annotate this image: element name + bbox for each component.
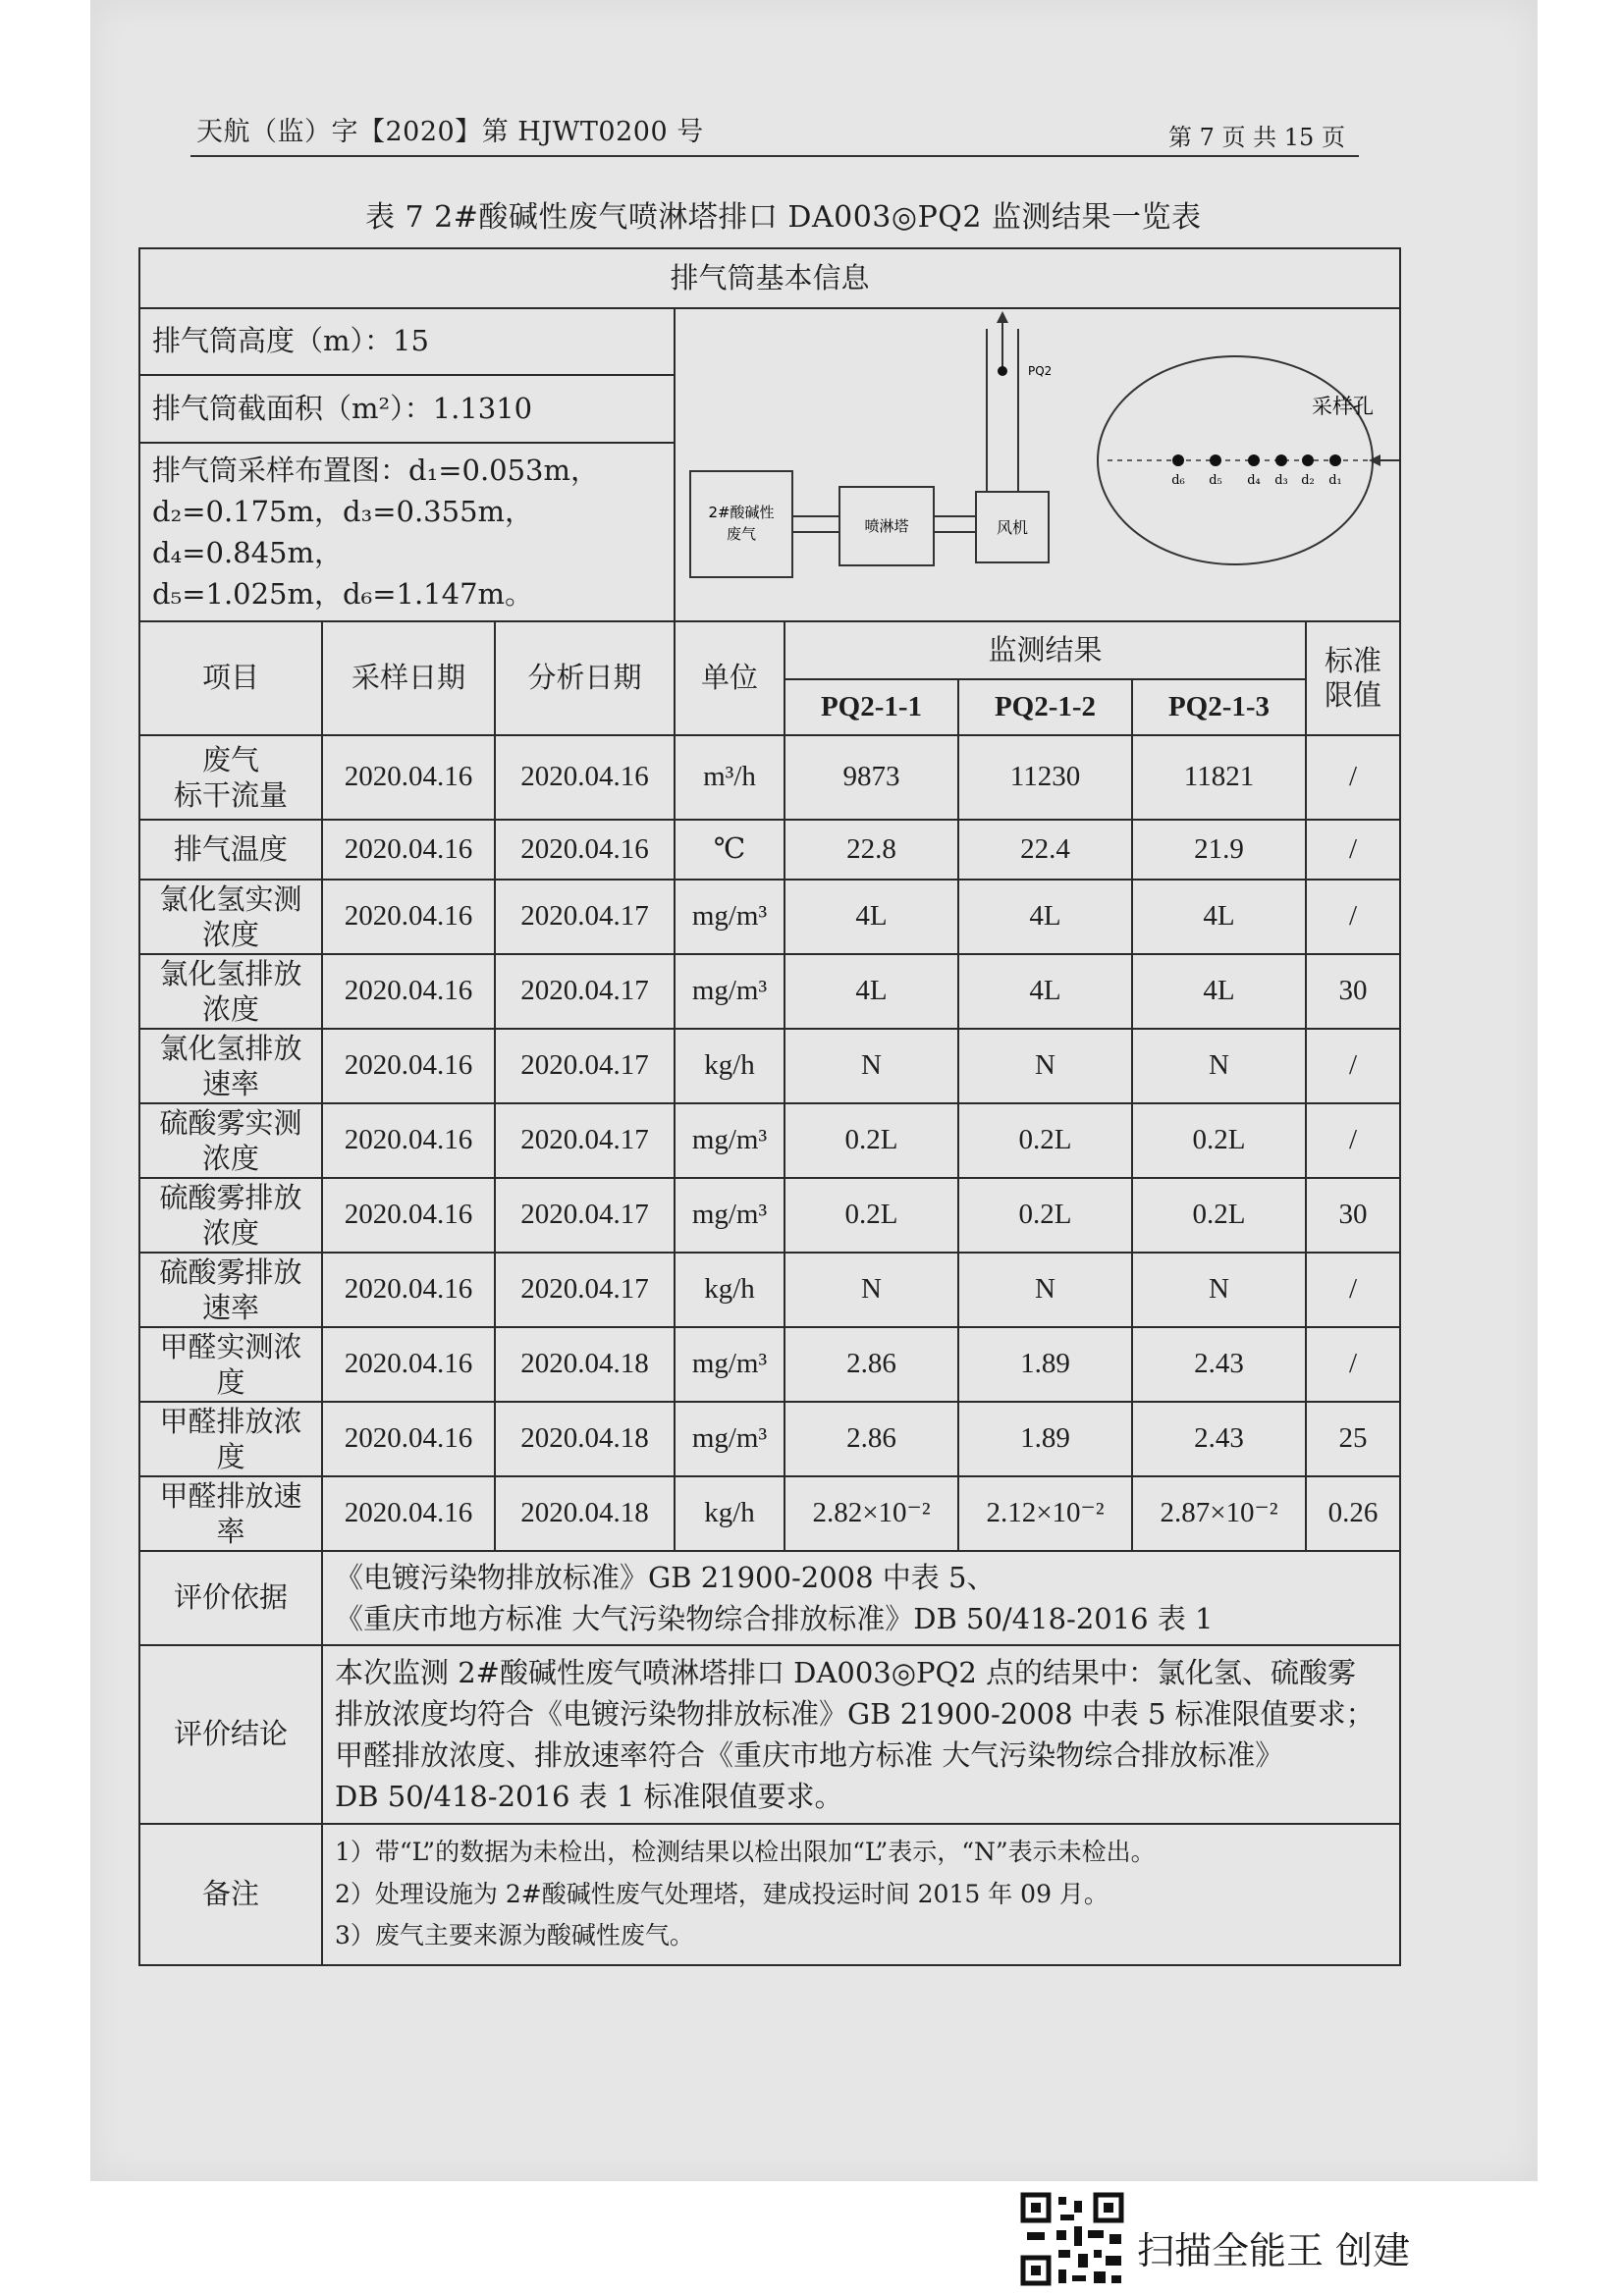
- row-value: 0.2L: [784, 1103, 958, 1178]
- row-limit: /: [1306, 1253, 1400, 1327]
- row-sample-date: 2020.04.16: [322, 1327, 495, 1402]
- label-d2: d₂: [1301, 473, 1315, 489]
- row-value: 1.89: [958, 1402, 1132, 1476]
- row-item: [139, 1327, 322, 1402]
- row-item-line: 浓度: [201, 1215, 259, 1250]
- hole-arrow-head: [1369, 454, 1380, 466]
- cross-section: [1098, 356, 1400, 564]
- row-value: 4L: [784, 880, 958, 954]
- label-d4: d₄: [1247, 473, 1261, 489]
- col-header-analysis-date: 分析日期: [495, 621, 675, 735]
- row-value: N: [958, 1253, 1132, 1327]
- table-row: [139, 735, 1400, 820]
- basic-info-title: 排气筒基本信息: [139, 248, 1400, 308]
- row-item-line: 速率: [201, 1066, 259, 1100]
- row-value: N: [1132, 1253, 1306, 1327]
- row-limit: /: [1306, 1327, 1400, 1402]
- row-value: 4L: [1132, 880, 1306, 954]
- point-d3: [1275, 454, 1287, 466]
- row-unit: mg/m³: [675, 1402, 784, 1476]
- limit-header-line-2: 限值: [1325, 677, 1382, 712]
- row-analysis-date: 2020.04.17: [495, 1253, 675, 1327]
- row-item-line: 标干流量: [173, 777, 288, 812]
- sampling-hole-label: 采样孔: [1312, 395, 1374, 419]
- row-value: 22.8: [784, 820, 958, 880]
- row-item-line: 甲醛排放速: [159, 1478, 302, 1513]
- row-item-line: 氯化氢排放: [159, 1031, 302, 1065]
- row-limit: /: [1306, 1103, 1400, 1178]
- row-value: 4L: [958, 954, 1132, 1029]
- table-row: [139, 1476, 1400, 1551]
- row-value: 2.82×10⁻²: [784, 1476, 958, 1551]
- row-value: 2.12×10⁻²: [958, 1476, 1132, 1551]
- row-item-line: 硫酸雾实测: [159, 1105, 302, 1140]
- conclusion-line: 排放浓度均符合《电镀污染物排放标准》GB 21900-2008 中表 5 标准限值要求；: [335, 1696, 1375, 1731]
- row-sample-date: 2020.04.16: [322, 1103, 495, 1178]
- row-analysis-date: 2020.04.17: [495, 880, 675, 954]
- row-unit: mg/m³: [675, 880, 784, 954]
- sampling-layout: [139, 443, 675, 621]
- row-unit: kg/h: [675, 1476, 784, 1551]
- row-value: 2.43: [1132, 1402, 1306, 1476]
- row-analysis-date: 2020.04.17: [495, 954, 675, 1029]
- report-number: 天航（监）字【2020】第 HJWT0200 号: [196, 117, 704, 147]
- table-row: [139, 1103, 1400, 1178]
- sampling-diagram: [676, 309, 1400, 594]
- row-unit: mg/m³: [675, 1178, 784, 1253]
- row-value: 11821: [1132, 735, 1306, 820]
- row-item: [139, 1178, 322, 1253]
- row-item: [139, 735, 322, 820]
- row-value: 0.2L: [1132, 1178, 1306, 1253]
- stack-area: 排气筒截面积（m²）：1.1310: [139, 375, 675, 443]
- row-item-line: 速率: [201, 1290, 259, 1324]
- remarks-line: 1）带“L”的数据为未检出，检测结果以检出限加“L”表示，“N”表示未检出。: [335, 1838, 1156, 1867]
- table-title: 表 7 2#酸碱性废气喷淋塔排口 DA003◎PQ2 监测结果一览表: [365, 200, 1202, 235]
- row-value: 2.87×10⁻²: [1132, 1476, 1306, 1551]
- row-item: [139, 1103, 322, 1178]
- row-unit: ℃: [675, 820, 784, 880]
- row-item-line: 甲醛排放浓: [159, 1404, 302, 1438]
- row-limit: /: [1306, 1029, 1400, 1103]
- limit-header-line-1: 标准: [1325, 644, 1382, 677]
- row-item-line: 甲醛实测浓: [159, 1329, 302, 1363]
- stack-height: 排气筒高度（m）：15: [139, 308, 675, 374]
- row-item-line: 浓度: [201, 917, 259, 951]
- row-value: 9873: [784, 735, 958, 820]
- conclusion-line: DB 50/418-2016 表 1 标准限值要求。: [335, 1779, 843, 1813]
- row-unit: mg/m³: [675, 1103, 784, 1178]
- row-limit: 25: [1306, 1402, 1400, 1476]
- col-header-sample-2: PQ2-1-2: [958, 679, 1132, 735]
- row-unit: m³/h: [675, 735, 784, 820]
- col-header-unit: 单位: [675, 621, 784, 735]
- sampling-diagram-cell: [675, 308, 1400, 620]
- row-value: 4L: [958, 880, 1132, 954]
- row-sample-date: 2020.04.16: [322, 1402, 495, 1476]
- remarks-row: [139, 1824, 1400, 1965]
- row-value: N: [784, 1029, 958, 1103]
- table-row: [139, 1402, 1400, 1476]
- monitoring-table: [138, 247, 1401, 1966]
- fan-label: 风机: [996, 518, 1029, 538]
- label-d1: d₁: [1328, 473, 1342, 489]
- tower-label: 喷淋塔: [864, 517, 909, 536]
- remarks-content: [322, 1824, 1400, 1965]
- row-limit: 30: [1306, 1178, 1400, 1253]
- scanner-watermark: 扫描全能王 创建: [1137, 2229, 1411, 2272]
- row-value: 0.2L: [784, 1178, 958, 1253]
- point-label: PQ2: [1028, 364, 1053, 379]
- table-row: [139, 1178, 1400, 1253]
- col-header-sample-3: PQ2-1-3: [1132, 679, 1306, 735]
- row-analysis-date: 2020.04.16: [495, 820, 675, 880]
- row-item-line: 硫酸雾排放: [159, 1180, 302, 1214]
- point-d4: [1248, 454, 1260, 466]
- conclusion-line: 本次监测 2#酸碱性废气喷淋塔排口 DA003◎PQ2 点的结果中：氯化氢、硫酸雾: [335, 1655, 1356, 1689]
- point-d2: [1302, 454, 1314, 466]
- row-item-line: 废气: [201, 742, 259, 776]
- row-sample-date: 2020.04.16: [322, 880, 495, 954]
- point-d1: [1329, 454, 1341, 466]
- row-unit: kg/h: [675, 1029, 784, 1103]
- row-value: 11230: [958, 735, 1132, 820]
- row-limit: 30: [1306, 954, 1400, 1029]
- row-item-line: 硫酸雾排放: [159, 1255, 302, 1289]
- row-analysis-date: 2020.04.17: [495, 1103, 675, 1178]
- row-value: 2.86: [784, 1327, 958, 1402]
- col-header-limit: [1306, 621, 1400, 735]
- col-header-results: 监测结果: [784, 621, 1306, 679]
- table-row: [139, 1029, 1400, 1103]
- conclusion-line: 甲醛排放浓度、排放速率符合《重庆市地方标准 大气污染物综合排放标准》: [335, 1737, 1284, 1772]
- label-d6: d₆: [1171, 473, 1185, 489]
- row-item: [139, 1253, 322, 1327]
- row-limit: /: [1306, 735, 1400, 820]
- point-d6: [1172, 454, 1184, 466]
- label-d3: d₃: [1274, 473, 1288, 489]
- row-item-line: 排气温度: [173, 832, 288, 867]
- page-info: 第 7 页 共 15 页: [1168, 124, 1345, 151]
- remarks-line: 2）处理设施为 2#酸碱性废气处理塔，建成投运时间 2015 年 09 月。: [335, 1879, 1109, 1908]
- layout-line-3: d₅=1.025m，d₆=1.147m。: [152, 576, 534, 611]
- row-item-line: 率: [216, 1514, 245, 1548]
- row-value: 0.2L: [958, 1103, 1132, 1178]
- basis-line: 《电镀污染物排放标准》GB 21900-2008 中表 5、: [335, 1560, 996, 1594]
- row-item-line: 度: [216, 1364, 245, 1399]
- row-analysis-date: 2020.04.17: [495, 1029, 675, 1103]
- row-item: [139, 1476, 322, 1551]
- row-value: N: [1132, 1029, 1306, 1103]
- col-header-sample-date: 采样日期: [322, 621, 495, 735]
- row-item: [139, 820, 322, 880]
- row-item-line: 度: [216, 1439, 245, 1473]
- row-value: 0.2L: [958, 1178, 1132, 1253]
- point-d5: [1210, 454, 1221, 466]
- monitoring-table-area: [138, 247, 1399, 1966]
- table-row: [139, 1327, 1400, 1402]
- row-value: 2.86: [784, 1402, 958, 1476]
- remarks-line: 3）废气主要来源为酸碱性废气。: [335, 1921, 694, 1950]
- col-header-sample-1: PQ2-1-1: [784, 679, 958, 735]
- row-value: 1.89: [958, 1327, 1132, 1402]
- row-value: 21.9: [1132, 820, 1306, 880]
- source-label-1: 2#酸碱性: [708, 504, 775, 522]
- row-sample-date: 2020.04.16: [322, 820, 495, 880]
- row-sample-date: 2020.04.16: [322, 735, 495, 820]
- row-analysis-date: 2020.04.18: [495, 1327, 675, 1402]
- row-analysis-date: 2020.04.16: [495, 735, 675, 820]
- row-limit: 0.26: [1306, 1476, 1400, 1551]
- row-unit: mg/m³: [675, 954, 784, 1029]
- flow-arrow-head: [997, 311, 1008, 323]
- row-sample-date: 2020.04.16: [322, 1476, 495, 1551]
- table-row: [139, 954, 1400, 1029]
- row-value: 2.43: [1132, 1327, 1306, 1402]
- row-item: [139, 1029, 322, 1103]
- basis-content: [322, 1551, 1400, 1645]
- row-limit: /: [1306, 880, 1400, 954]
- row-analysis-date: 2020.04.17: [495, 1178, 675, 1253]
- conclusion-content: [322, 1645, 1400, 1824]
- row-item-line: 氯化氢实测: [159, 881, 302, 916]
- header-rule: [190, 155, 1359, 157]
- remarks-label: 备注: [139, 1824, 322, 1965]
- conclusion-row: [139, 1645, 1400, 1824]
- row-value: N: [958, 1029, 1132, 1103]
- basis-label: 评价依据: [139, 1551, 322, 1645]
- layout-line-2: d₂=0.175m，d₃=0.355m，d₄=0.845m，: [152, 494, 534, 569]
- row-value: 22.4: [958, 820, 1132, 880]
- layout-line-1: 排气筒采样布置图：d₁=0.053m，: [152, 453, 600, 487]
- sampling-point: [998, 366, 1007, 376]
- row-analysis-date: 2020.04.18: [495, 1476, 675, 1551]
- source-box: [690, 471, 792, 577]
- basis-row: [139, 1551, 1400, 1645]
- row-unit: kg/h: [675, 1253, 784, 1327]
- row-sample-date: 2020.04.16: [322, 1029, 495, 1103]
- row-limit: /: [1306, 820, 1400, 880]
- row-sample-date: 2020.04.16: [322, 954, 495, 1029]
- conclusion-label: 评价结论: [139, 1645, 322, 1824]
- row-item-line: 浓度: [201, 1141, 259, 1175]
- basis-line: 《重庆市地方标准 大气污染物综合排放标准》DB 50/418-2016 表 1: [335, 1601, 1214, 1635]
- row-value: 0.2L: [1132, 1103, 1306, 1178]
- row-item: [139, 954, 322, 1029]
- source-label-2: 废气: [726, 525, 757, 544]
- row-item: [139, 880, 322, 954]
- label-d5: d₅: [1209, 473, 1222, 489]
- row-sample-date: 2020.04.16: [322, 1178, 495, 1253]
- row-item-line: 浓度: [201, 991, 259, 1026]
- col-header-item: 项目: [139, 621, 322, 735]
- row-item: [139, 1402, 322, 1476]
- row-item-line: 氯化氢排放: [159, 956, 302, 990]
- qr-code-icon: [1019, 2191, 1127, 2289]
- row-unit: mg/m³: [675, 1327, 784, 1402]
- table-row: [139, 880, 1400, 954]
- process-flow: [690, 311, 1052, 577]
- row-value: 4L: [784, 954, 958, 1029]
- table-row: [139, 820, 1400, 880]
- row-value: N: [784, 1253, 958, 1327]
- row-sample-date: 2020.04.16: [322, 1253, 495, 1327]
- row-analysis-date: 2020.04.18: [495, 1402, 675, 1476]
- table-row: [139, 1253, 1400, 1327]
- row-value: 4L: [1132, 954, 1306, 1029]
